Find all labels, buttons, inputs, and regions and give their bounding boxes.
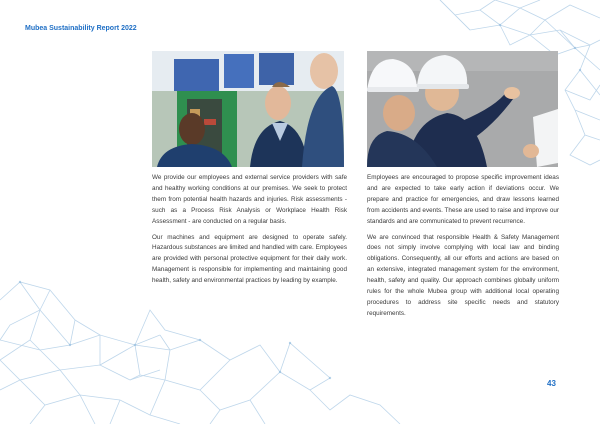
photo-workshop-employees (152, 51, 344, 167)
hardhat-workers-image (367, 51, 558, 167)
paragraph-management-system: We are convinced that responsible Health & Safety Management does not simply involve complying with local law and binding obligations. Consequently, all our efforts and actions are based on an extensive, integrated management system for the environment, health, safety and quality. Our approach combines globally uniform rules for the whole Mubea group with additional local operating procedures to address site specific needs and statutory requirements. (367, 233, 559, 317)
report-title-header: Mubea Sustainability Report 2022 (25, 25, 137, 32)
photo-hardhat-workers (367, 51, 558, 167)
body-column-left (152, 173, 347, 292)
paragraph-working-conditions: We provide our employees and external service providers with safe and healthy working conditions at our premises. We seek to protect them from potential health hazards and injuries. Risk assessments - such as a Process Risk Analysis or Workplace Health Risk Assessment - are conducted on a regular basis. (152, 174, 347, 225)
workshop-employees-image (152, 51, 344, 167)
paragraph-improvement-ideas: Employees are encouraged to propose specific improvement ideas and are expected to take early action if deviations occur. We prepare and practice for emergencies, and draw lessons learned from accidents and events. These are used to raise and improve our standards and are communicated to prevent recurrence. (367, 174, 559, 225)
page-number: 43 (547, 379, 556, 388)
body-column-right (367, 173, 559, 325)
paragraph-machines-equipment: Our machines and equipment are designed to operate safely. Hazardous substances are limited and handled with care. Employees are provided with personal protective equipment for their daily work. Management is responsible for implementing and maintaining good health, safety and environmental practices by leading by example. (152, 233, 347, 285)
